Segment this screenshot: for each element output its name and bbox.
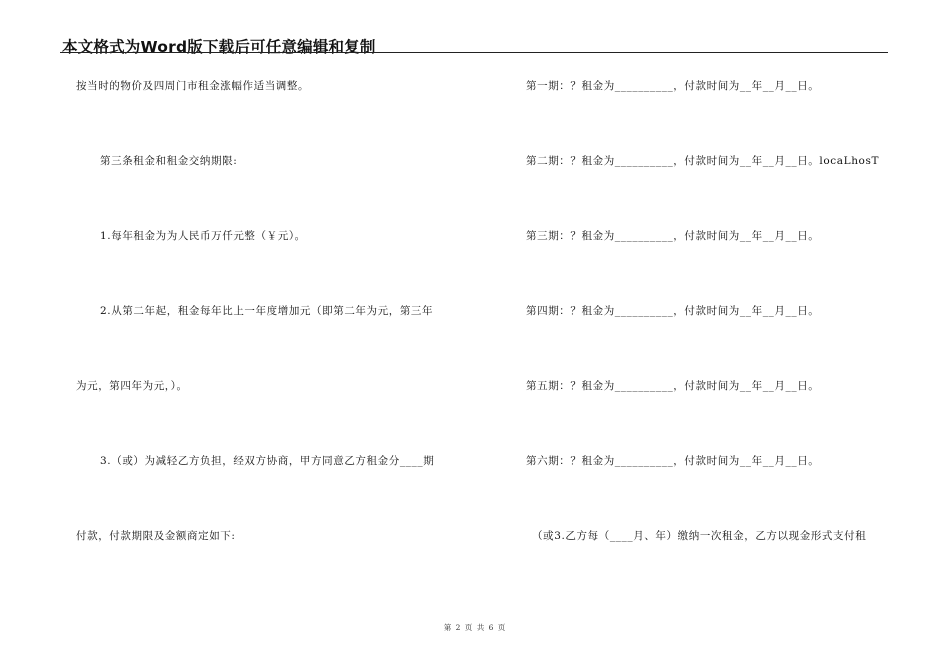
right-text-line: （或3.乙方每（____月、年）缴纳一次租金，乙方以现金形式支付租 xyxy=(532,530,867,542)
payment-period-line: 第一期：？租金为__________，付款时间为__年__月__日。 xyxy=(526,80,820,92)
left-text-line: 付款，付款期限及金额商定如下: xyxy=(76,530,236,542)
header-divider xyxy=(60,52,888,53)
payment-period-line: 第二期：？租金为__________，付款时间为__年__月__日。locaLhosT xyxy=(526,155,880,167)
left-text-line: 2.从第二年起，租金每年比上一年度增加元（即第二年为元，第三年 xyxy=(100,305,434,317)
payment-period-line: 第五期：？租金为__________，付款时间为__年__月__日。 xyxy=(526,380,820,392)
left-text-line: 3.（或）为减轻乙方负担，经双方协商，甲方同意乙方租金分____期 xyxy=(100,455,435,467)
document-header-title: 本文格式为Word版下载后可任意编辑和复制 xyxy=(62,38,376,56)
page-number-footer: 第 2 页 共 6 页 xyxy=(443,623,507,632)
left-text-line: 为元，第四年为元，）。 xyxy=(76,380,188,392)
payment-period-line: 第四期：？租金为__________，付款时间为__年__月__日。 xyxy=(526,305,820,317)
payment-period-line: 第三期：？租金为__________，付款时间为__年__月__日。 xyxy=(526,230,820,242)
payment-period-line: 第六期：？租金为__________，付款时间为__年__月__日。 xyxy=(526,455,820,467)
left-text-line: 第三条租金和租金交纳期限: xyxy=(100,155,238,167)
left-text-line: 1.每年租金为为人民币万仟元整（￥元）。 xyxy=(100,230,306,242)
left-text-line: 按当时的物价及四周门市租金涨幅作适当调整。 xyxy=(76,80,310,92)
